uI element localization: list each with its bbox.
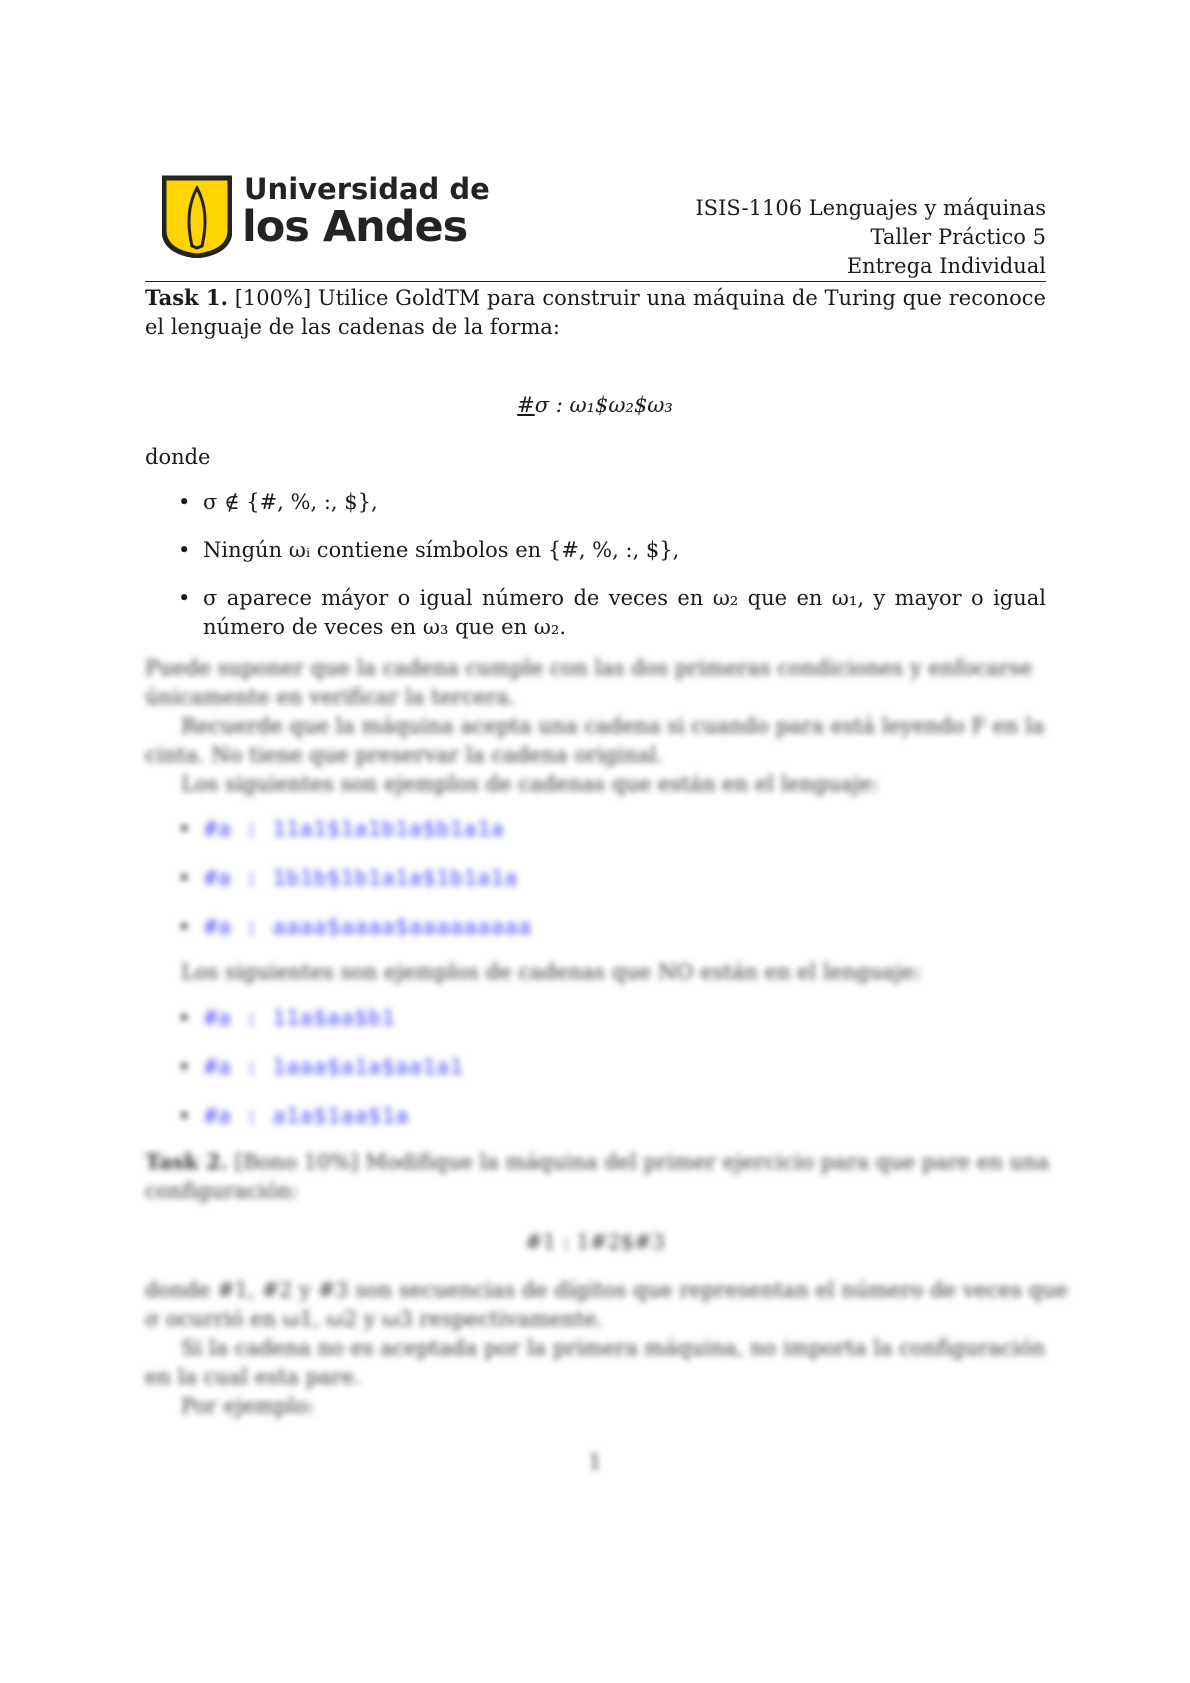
paragraph: Los siguientes son ejemplos de cadenas que están en el lenguaje: — [181, 772, 879, 796]
delivery-type: Entrega Individual — [846, 254, 1046, 278]
logo-text-line2: los Andes — [242, 202, 468, 252]
donde-label: donde — [145, 445, 211, 469]
rejected-example: • #a : 11a$aa$b1 — [178, 1006, 396, 1030]
formula-hash: # — [517, 393, 535, 417]
example-string[interactable]: #a : a1a$1aa$1a — [204, 1104, 410, 1128]
paragraph: Si la cadena no es aceptada por la primera máquina, no importa la configuración en la cual esta pare. — [145, 1336, 1046, 1389]
example-string[interactable]: #a : 1aaa$a1a$aa1a1 — [204, 1055, 464, 1079]
task1-label: Task 1. — [145, 285, 228, 310]
paragraph: donde #1, #2 y #3 son secuencias de dígitos que representan el número de veces que σ ocurrió en ω1, ω2 y ω3 respectivamente. — [145, 1278, 1068, 1331]
example-string[interactable]: #a : 11a1$1a1b1a$b1a1a — [204, 817, 505, 841]
accepted-example: • #a : aaaa$aaaa$aaaaaaaaa — [178, 915, 532, 939]
paragraph: Recuerde que la máquina acepta una cadena si cuando para está leyendo F en la cinta. No tiene que preservar la cadena original. — [145, 714, 1045, 767]
logo-text-line1: Universidad de — [244, 172, 490, 206]
example-string[interactable]: #a : 1b1b$1b1a1a$1b1a1a — [204, 866, 519, 890]
rejected-example: • #a : 1aaa$a1a$aa1a1 — [178, 1055, 464, 1079]
condition-item: • σ ∉ {#, %, :, $}, — [145, 488, 1046, 517]
task2-label: Task 2. — [145, 1149, 228, 1174]
page-number: 1 — [588, 1450, 602, 1474]
task2-formula: #1 : 1#2$#3 — [524, 1230, 666, 1254]
example-string[interactable]: #a : aaaa$aaaa$aaaaaaaaa — [204, 915, 532, 939]
task1-text: [100%] Utilice GoldTM para construir una máquina de Turing que reconoce el lenguaje de las cadenas de la forma: — [145, 286, 1046, 339]
paragraph: Puede suponer que la cadena cumple con las dos primeras condiciones y enfocarse únicamente en verificar la tercera. — [145, 656, 1033, 709]
formula-body: σ : ω₁$ω₂$ω₃ — [534, 393, 673, 417]
example-string[interactable]: #a : 11a$aa$b1 — [204, 1006, 396, 1030]
task2-text: [Bono 10%] Modifique la máquina del primer ejercicio para que pare en una configuración: — [145, 1150, 1050, 1203]
condition-item: • σ aparece máyor o igual número de veces en ω₂ que en ω₁, y mayor o igual número de veces en ω₃ que en ω₂. — [145, 584, 1046, 642]
rejected-example: • #a : a1a$1aa$1a — [178, 1104, 410, 1128]
paragraph: Los siguientes son ejemplos de cadenas que NO están en el lenguaje: — [181, 960, 922, 984]
accepted-example: • #a : 1b1b$1b1a1a$1b1a1a — [178, 866, 519, 890]
assignment-name: Taller Práctico 5 — [870, 225, 1046, 249]
accepted-example: • #a : 11a1$1a1b1a$b1a1a — [178, 817, 505, 841]
paragraph: Por ejemplo: — [181, 1394, 315, 1418]
course-name: ISIS-1106 Lenguajes y máquinas — [695, 196, 1046, 220]
condition-item: • Ningún ωᵢ contiene símbolos en {#, %, :, $}, — [145, 536, 1046, 565]
task2-statement — [145, 1147, 1070, 1206]
